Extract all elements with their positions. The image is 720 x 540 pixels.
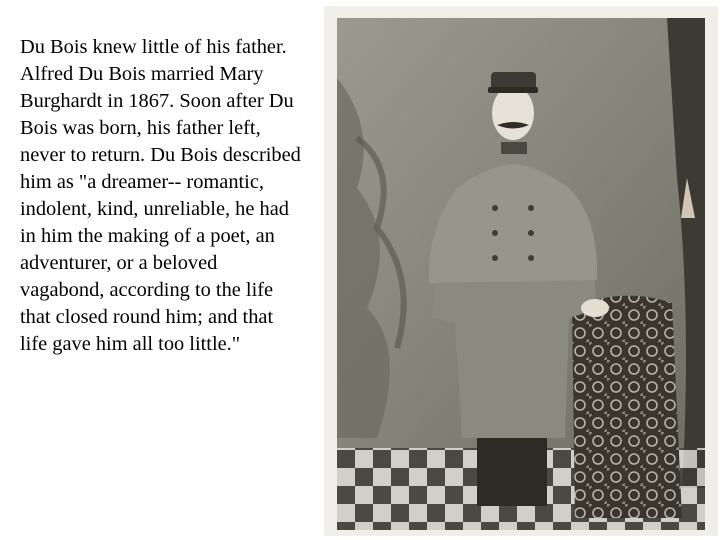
brocade-table	[572, 296, 682, 518]
collar	[501, 142, 527, 154]
caption-text: Du Bois knew little of his father. Alfred Du Bois married Mary Burghardt in 1867. Soon after Du Bois was born, his father left, never to return. Du Bois described him as "a dreamer-- romantic, indolent, kind, unreliable, he had in him the making of a poet, an adventurer, or a beloved vagabond, according to the life that closed round him; and that life gave him all too little."	[20, 36, 301, 355]
portrait-photo-frame	[324, 6, 718, 536]
hand	[581, 299, 609, 317]
figure-legs	[477, 428, 547, 506]
face	[492, 86, 534, 140]
portrait-photo	[337, 18, 705, 530]
